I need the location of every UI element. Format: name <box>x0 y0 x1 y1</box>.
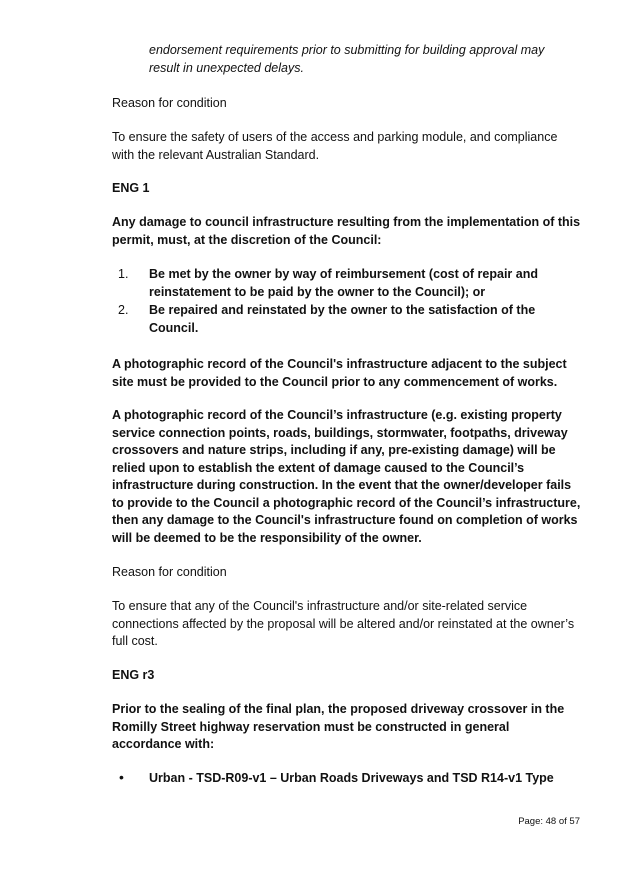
list-number: 1. <box>118 267 129 281</box>
list-text: Be repaired and reinstated by the owner to the satisfaction of the Council. <box>149 303 536 335</box>
eng1-intro: Any damage to council infrastructure resulting from the implementation of this permit, must, at the discretion of the Council: <box>112 215 581 247</box>
reason-text-1: To ensure the safety of users of the access and parking module, and compliance with the relevant Australian Standard. <box>112 130 558 162</box>
eng1-heading: ENG 1 <box>112 181 150 195</box>
engr3-heading: ENG r3 <box>112 668 155 682</box>
bullet-icon: • <box>119 769 124 785</box>
reason-text-2: To ensure that any of the Council's infrastructure and/or site-related service connections affected by the proposal will be altered and/or reinstated at the owner’s full cost. <box>112 599 575 648</box>
reason-heading-2: Reason for condition <box>112 565 227 579</box>
page-number: Page: 48 of 57 <box>518 816 580 827</box>
bullet-text: Urban - TSD-R09-v1 – Urban Roads Driveways and TSD R14-v1 Type <box>149 771 554 785</box>
engr3-intro: Prior to the sealing of the final plan, the proposed driveway crossover in the Romilly Street highway reservation must be constructed in general accordance with: <box>112 702 565 751</box>
eng1-paragraph-2: A photographic record of the Council’s infrastructure (e.g. existing property service connection points, roads, buildings, stormwater, footpaths, driveway crossovers and nature strips, including if any, pre-existing damage) will be relied upon to establish the extent of damage caused to the Council’s infrastructure during construction. In the event that the owner/developer fails to provide to the Council a photographic record of the Council’s infrastructure, then any damage to the Council's infrastructure found on completion of works will be deemed to be the responsibility of the owner. <box>112 408 581 545</box>
reason-heading-1: Reason for condition <box>112 96 227 110</box>
list-text: Be met by the owner by way of reimbursement (cost of repair and reinstatement to be paid by the owner to the Council); or <box>149 267 538 299</box>
eng1-paragraph-1: A photographic record of the Council's infrastructure adjacent to the subject site must be provided to the Council prior to any commencement of works. <box>112 357 567 389</box>
intro-italic-text: endorsement requirements prior to submitting for building approval may result in unexpected delays. <box>149 43 545 75</box>
list-number: 2. <box>118 303 129 317</box>
